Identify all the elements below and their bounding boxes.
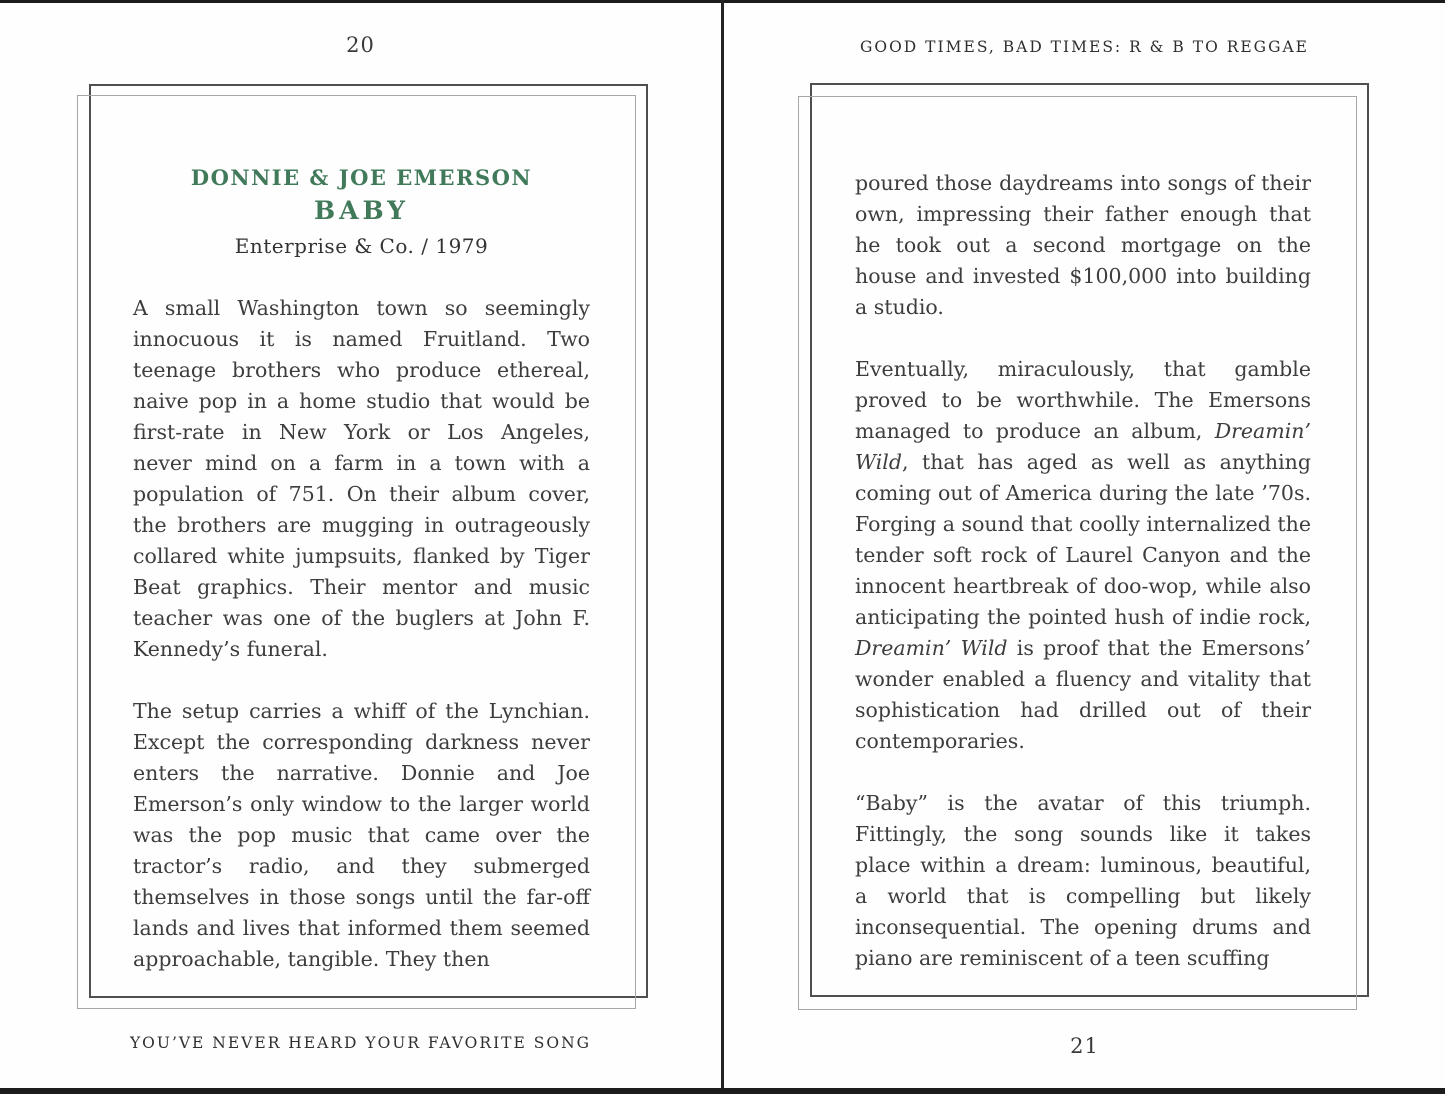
entry-song-title: BABY xyxy=(313,196,410,225)
book-bottom-edge xyxy=(0,1088,1445,1094)
paragraph: A small Washington town so seemingly innocuous it is named Fruitland. Two teenage brothers who produce ethereal, naive pop in a home studio that would be first-rate in New York or Los Angeles, never mind on a farm in a town with a population of 751. On their album cover, the brothers are mugging in outrageously collared white jumpsuits, flanked by Tiger Beat graphics. Their mentor and music teacher was one of the buglers at John F. Kennedy’s funeral. xyxy=(133,296,590,661)
right-page xyxy=(724,0,1445,1094)
left-page-number: 20 xyxy=(346,33,375,57)
entry-artist-name: DONNIE & JOE EMERSON xyxy=(190,165,533,190)
left-page-body-text xyxy=(133,293,590,1006)
paragraph: Eventually, miraculously, that gamble proved to be worthwhile. The Emersons managed to produce an album, Dreamin’ Wild, that has aged as well as anything coming out of America during the late ’70s. Forging a sound that coolly internalized the tender soft rock of Laurel Canyon and the innocent heartbreak of doo-wop, while also anticipating the pointed hush of indie rock, Dreamin’ Wild is proof that the Emersons’ wonder enabled a fluency and vitality that sophistication had drilled out of their contemporaries. xyxy=(855,357,1311,753)
right-page-number: 21 xyxy=(1070,1034,1099,1058)
entry-label-and-year: Enterprise & Co. / 1979 xyxy=(234,234,489,258)
paragraph: The setup carries a whiff of the Lynchian. Except the corresponding darkness never enters the narrative. Donnie and Joe Emerson’s only window to the larger world was the pop music that came over the tractor’s radio, and they submerged themselves in those songs until the far-off lands and lives that informed them seemed approachable, tangible. They then xyxy=(133,699,590,971)
left-page xyxy=(0,0,721,1094)
paragraph: poured those daydreams into songs of their own, impressing their father enough that he took out a second mortgage on the house and invested $100,000 into building a studio. xyxy=(855,171,1311,319)
right-page-running-header: GOOD TIMES, BAD TIMES: R & B TO REGGAE xyxy=(860,38,1309,56)
right-page-body-text xyxy=(855,168,1311,1005)
entry-header xyxy=(133,165,590,258)
paragraph: “Baby” is the avatar of this triumph. Fittingly, the song sounds like it takes place within a dream: luminous, beautiful, a world that is compelling but likely inconsequential. The opening drums and piano are reminiscent of a teen scuffing xyxy=(855,791,1311,970)
left-page-running-footer: YOU’VE NEVER HEARD YOUR FAVORITE SONG xyxy=(129,1034,592,1052)
